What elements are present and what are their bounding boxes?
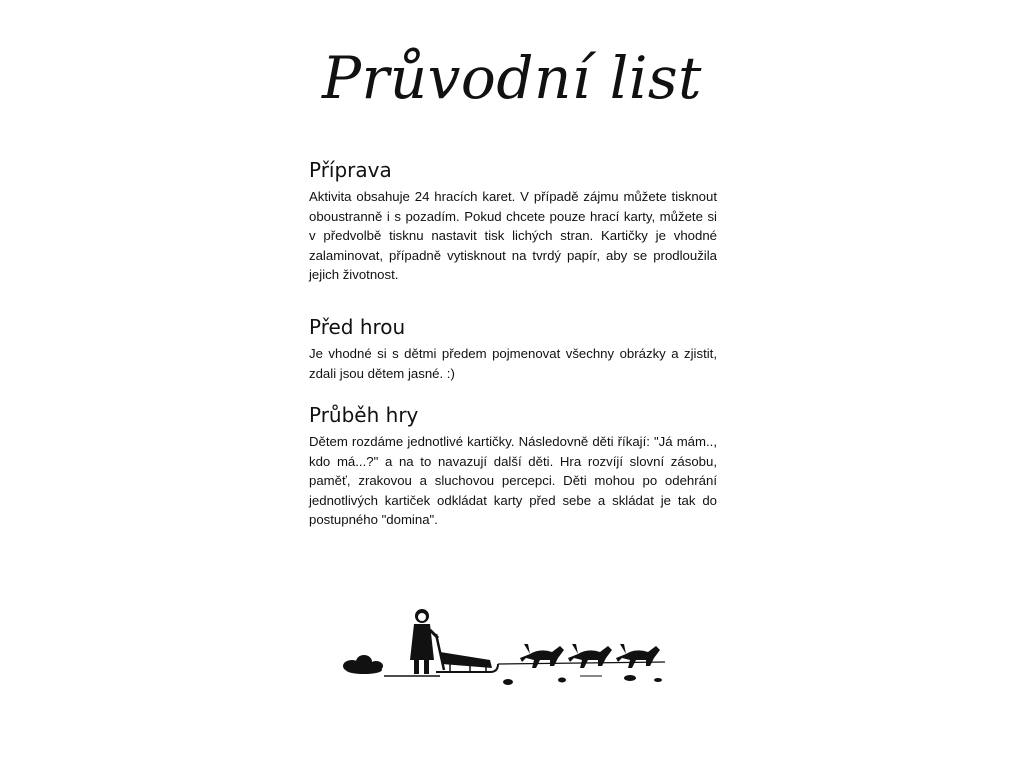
section-prubeh-hry (309, 402, 717, 530)
section-pred-hrou (309, 314, 717, 383)
section-heading: Příprava (309, 158, 392, 182)
section-priprava (309, 157, 717, 285)
page-title: Průvodní list (322, 44, 702, 112)
section-body: Aktivita obsahuje 24 hracích karet. V případě zájmu můžete tisknout oboustranně i s pozadím. Pokud chcete pouze hrací karty, můžete si v předvolbě tisknu nastavit tisk lichých stran. Kartičky je vhodné zalaminovat, případně vytisknout na tvrdý papír, aby se prodloužila jejich životnost. (309, 189, 717, 282)
section-body: Je vhodné si s dětmi předem pojmenovat všechny obrázky a zjistit, zdali jsou dětem jasné. :) (309, 346, 717, 381)
section-heading: Před hrou (309, 315, 406, 339)
section-heading: Průběh hry (309, 403, 419, 427)
dog-sled-icon (340, 602, 680, 692)
section-body: Dětem rozdáme jednotlivé kartičky. Následovně děti říkají: "Já mám.., kdo má...?" a na to navazují další děti. Hra rozvíjí slovní zásobu, paměť, zrakovou a sluchovou percepci. Děti mohou po odehrání jednotlivých kartiček odkládat karty před sebe a skládat je tak do postupného "domina". (309, 434, 717, 527)
